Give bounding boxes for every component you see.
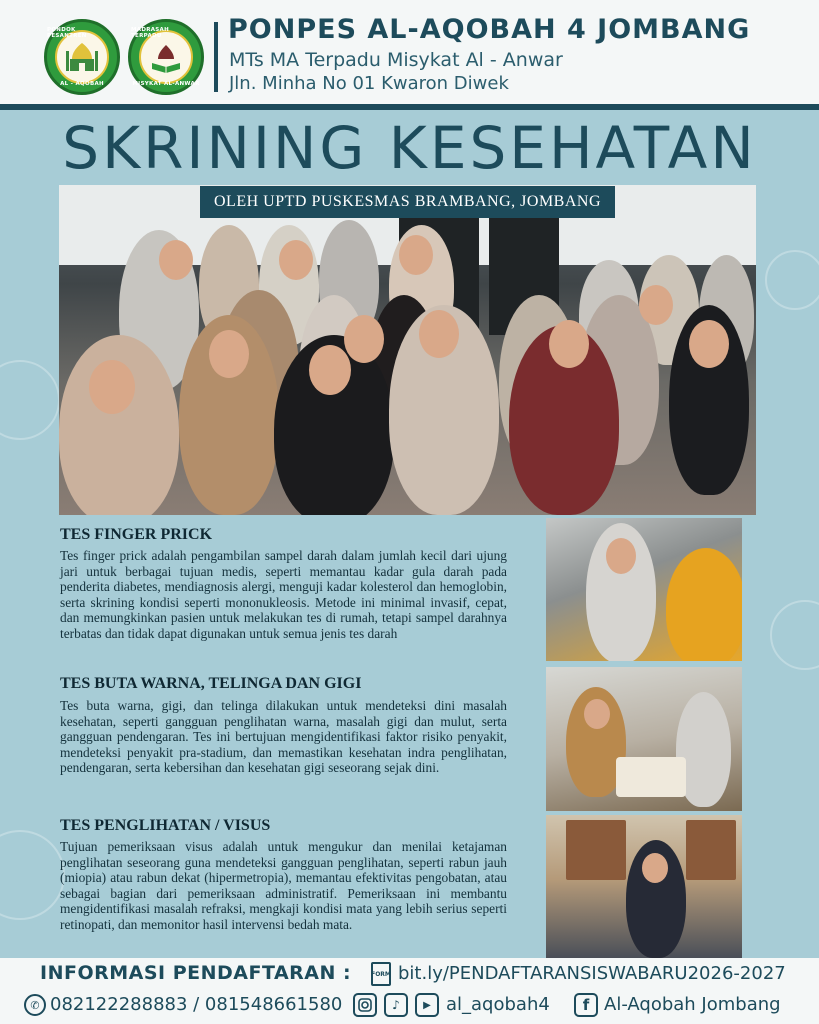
table — [616, 757, 686, 797]
tiktok-icon[interactable]: ♪ — [384, 993, 408, 1017]
window — [566, 820, 626, 880]
phone-numbers[interactable]: 082122288883 / 081548661580 — [50, 994, 343, 1015]
school-address: Jln. Minha No 01 Kwaron Diwek — [229, 73, 509, 94]
student-face — [419, 310, 459, 358]
registration-link[interactable]: bit.ly/PENDAFTARANSISWABARU2026-2027 — [398, 963, 786, 984]
header-rule — [0, 104, 819, 110]
organizer-banner: OLEH UPTD PUSKESMAS BRAMBANG, JOMBANG — [200, 186, 615, 218]
decor-circle — [0, 830, 65, 920]
instagram-icon[interactable] — [353, 993, 377, 1017]
section-body-finger-prick: Tes finger prick adalah pengambilan sampel darah dalam jumlah kecil dari ujung jari untuk berbagai tujuan medis, seperti memantau kadar gula darah pada penderita diabetes, mendiagnosis alergi, menguji kadar kolesterol dan hemoglobin, serta skrining kondisi seperti mononukleosis. Metode ini minimal invasif, cepat, dan memungkinkan pasien untuk melakukan tes di rumah, tetapi sampel darahnya terbatas dan tidak dapat digunakan untuk semua jenis tes darah — [60, 548, 507, 641]
student-face — [344, 315, 384, 363]
logo-left-top-text: PONDOK PESANTREN — [47, 27, 87, 39]
decor-circle — [765, 250, 819, 310]
logo-left-bottom-text: AL - AQOBAH — [60, 81, 104, 87]
student-face — [689, 320, 729, 368]
form-icon — [371, 962, 391, 986]
section-title-penglihatan: TES PENGLIHATAN / VISUS — [60, 817, 271, 834]
group-photo — [59, 185, 756, 515]
whatsapp-icon[interactable]: ✆ — [24, 994, 46, 1016]
social-handle[interactable]: al_aqobah4 — [446, 994, 550, 1015]
school-subtitle: MTs MA Terpadu Misykat Al - Anwar — [229, 49, 563, 71]
youtube-icon[interactable]: ▶ — [415, 993, 439, 1017]
section-body-penglihatan: Tujuan pemeriksaan visus adalah untuk mengukur dan menilai ketajaman penglihatan seseorang guna mendeteksi gangguan penglihatan, seperti rabun jauh (miopia) atau rabun dekat (hipermetropia), memantau efektivitas pengobatan, atau sebagai bagian dari pemeriksaan administratif. Pemeriksaan ini membantu mengidentifikasi masalah refraksi, mengkaji kondisi mata yang lebih serius seperti retinopati, dan memonitor hasil intervensi bedah mata. — [60, 839, 507, 932]
student-face — [642, 853, 668, 883]
logo-right-bottom-text: MISYKAT AL-ANWAR — [132, 81, 200, 87]
header-divider — [214, 22, 218, 92]
window — [686, 820, 736, 880]
section-title-finger-prick: TES FINGER PRICK — [60, 526, 213, 543]
logo-right-top-text: MADRASAH TERPADU — [131, 27, 170, 39]
pondok-pesantren-logo — [44, 19, 120, 95]
student-face — [159, 240, 193, 280]
madrasah-logo — [128, 19, 204, 95]
student-face — [639, 285, 673, 325]
registration-info-label: INFORMASI PENDAFTARAN : — [40, 962, 352, 984]
student-face — [399, 235, 433, 275]
school-name: PONPES AL-AQOBAH 4 JOMBANG — [228, 14, 751, 45]
form-icon-label: FORM — [371, 970, 391, 978]
vision-test-photo — [546, 815, 742, 958]
student-figure — [666, 548, 742, 661]
student-face — [209, 330, 249, 378]
student-face — [89, 360, 135, 414]
student-face — [606, 538, 636, 574]
section-body-buta-warna: Tes buta warna, gigi, dan telinga dilakukan untuk mendeteksi dini masalah kesehatan, seperti gangguan penglihatan warna, masalah gigi dan mulut, serta gangguan pendengaran. Tes ini bertujuan mengidentifikasi faktor risiko penyakit, mendeteksi penyakit pra-stadium, dan memastikan kesehatan indra penglihatan, pendengaran, serta kebersihan dan kesehatan gigi seseorang sejak dini. — [60, 698, 507, 776]
student-face — [584, 699, 610, 729]
header — [0, 0, 819, 104]
student-face — [549, 320, 589, 368]
student-face — [309, 345, 351, 395]
decor-circle — [0, 360, 60, 440]
dental-check-photo — [546, 667, 742, 811]
finger-prick-photo — [546, 518, 742, 661]
facebook-icon[interactable]: f — [574, 993, 598, 1017]
section-title-buta-warna: TES BUTA WARNA, TELINGA DAN GIGI — [60, 675, 362, 692]
facebook-page[interactable]: Al-Aqobah Jombang — [604, 994, 781, 1015]
student-face — [279, 240, 313, 280]
decor-circle — [770, 600, 819, 670]
page-title: SKRINING KESEHATAN — [62, 114, 757, 182]
